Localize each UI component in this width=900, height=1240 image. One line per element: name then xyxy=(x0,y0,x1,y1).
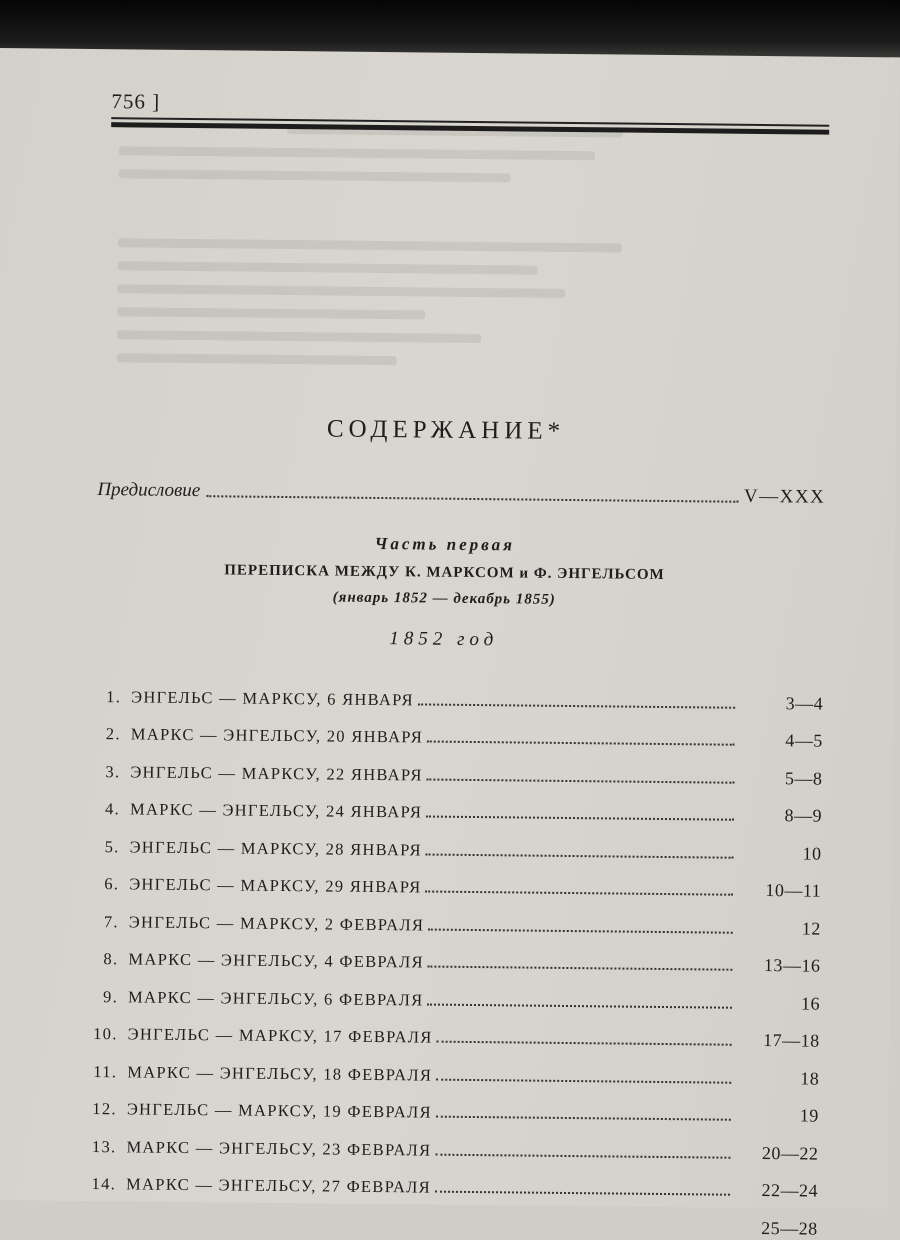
entry-pages: 13—16 xyxy=(736,955,820,977)
dot-leader xyxy=(428,928,733,933)
entry-pages: 18 xyxy=(735,1067,819,1089)
dot-leader xyxy=(418,703,735,708)
entry-pages: 3—4 xyxy=(739,692,823,714)
dot-leader xyxy=(435,1153,730,1158)
entry-pages: 25—28 xyxy=(734,1217,818,1239)
book-page xyxy=(0,48,900,1209)
dot-leader xyxy=(436,1116,731,1121)
entry-pages: 4—5 xyxy=(739,730,823,752)
dot-leader xyxy=(427,1003,732,1008)
entry-pages: 12 xyxy=(737,917,821,939)
entry-title: ЭНГЕЛЬС — МАРКСУ, 28 ЯНВАРЯ xyxy=(130,837,422,860)
dot-leader xyxy=(206,495,738,503)
dot-leader xyxy=(426,853,734,858)
toc-entry-partial xyxy=(88,1194,818,1239)
entry-pages: 10 xyxy=(738,842,822,864)
entry-title: ЭНГЕЛЬС — МАРКСУ, 22 ЯНВАРЯ xyxy=(130,762,422,785)
entry-pages: 22—24 xyxy=(734,1180,818,1202)
dot-leader xyxy=(426,816,734,821)
entry-title: МАРКС — ЭНГЕЛЬСУ, 20 ЯНВАРЯ xyxy=(131,724,423,747)
entry-pages: 20—22 xyxy=(734,1142,818,1164)
bleed-through-text xyxy=(116,109,679,435)
preface-pages: V—XXX xyxy=(744,486,826,509)
entry-title: ЭНГЕЛЬС — МАРКСУ, 6 ЯНВАРЯ xyxy=(131,687,414,710)
year-heading: 1852 год xyxy=(0,624,894,655)
entry-number: 10. xyxy=(90,1024,118,1044)
entry-number: 7. xyxy=(91,911,119,931)
part-subtitle: ПЕРЕПИСКА МЕЖДУ К. МАРКСОМ и Ф. ЭНГЕЛЬСОМ xyxy=(0,560,895,586)
part-date-range: (январь 1852 — декабрь 1855) xyxy=(0,586,894,612)
dot-leader xyxy=(425,891,733,896)
entry-title: ЭНГЕЛЬС — МАРКСУ, 29 ЯНВАРЯ xyxy=(129,874,421,897)
entry-pages: 8—9 xyxy=(738,805,822,827)
entry-pages: 5—8 xyxy=(738,767,822,789)
dot-leader xyxy=(427,778,735,783)
entry-pages: 16 xyxy=(736,992,820,1014)
entry-pages: 10—11 xyxy=(737,880,821,902)
entry-number: 13. xyxy=(88,1136,116,1156)
entry-number: 2. xyxy=(93,724,121,744)
part-heading: Часть первая xyxy=(0,530,895,559)
entry-pages: 19 xyxy=(735,1105,819,1127)
entry-title: МАРКС — ЭНГЕЛЬСУ, 24 ЯНВАРЯ xyxy=(130,799,422,822)
entry-title: МАРКС — ЭНГЕЛЬСУ, 23 ФЕВРАЛЯ xyxy=(126,1137,431,1160)
entry-title: ЭНГЕЛЬС — МАРКСУ, 19 ФЕВРАЛЯ xyxy=(127,1099,432,1122)
dot-leader xyxy=(436,1078,731,1083)
dot-leader xyxy=(130,1227,730,1233)
entry-title: ЭНГЕЛЬС — МАРКСУ, 2 ФЕВРАЛЯ xyxy=(129,912,425,935)
entry-title: МАРКС — ЭНГЕЛЬСУ, 4 ФЕВРАЛЯ xyxy=(128,949,424,972)
entry-title: ЭНГЕЛЬС — МАРКСУ, 17 ФЕВРАЛЯ xyxy=(128,1024,433,1047)
dot-leader xyxy=(437,1041,732,1046)
entry-number: 8. xyxy=(90,949,118,969)
dot-leader xyxy=(435,1191,730,1196)
preface-label: Предисловие xyxy=(97,479,200,502)
entry-number: 3. xyxy=(92,762,120,782)
entry-number: 1. xyxy=(93,687,121,707)
dot-leader xyxy=(427,741,735,746)
entry-number: 14. xyxy=(88,1174,116,1194)
entry-number: 6. xyxy=(91,874,119,894)
entry-number: 5. xyxy=(92,837,120,857)
entry-pages: 17—18 xyxy=(736,1030,820,1052)
entry-title: МАРКС — ЭНГЕЛЬСУ, 18 ФЕВРАЛЯ xyxy=(127,1062,432,1085)
entry-number: 11. xyxy=(89,1061,117,1081)
entry-number: 9. xyxy=(90,986,118,1006)
page-number: 756 ] xyxy=(111,89,160,115)
preface-entry xyxy=(97,471,825,509)
toc-list xyxy=(88,669,824,1239)
contents-title: СОДЕРЖАНИЕ* xyxy=(0,412,896,449)
entry-number: 4. xyxy=(92,799,120,819)
dot-leader xyxy=(428,966,733,971)
entry-number: 12. xyxy=(89,1099,117,1119)
entry-title: МАРКС — ЭНГЕЛЬСУ, 27 ФЕВРАЛЯ xyxy=(126,1174,431,1197)
entry-title: МАРКС — ЭНГЕЛЬСУ, 6 ФЕВРАЛЯ xyxy=(128,987,424,1010)
